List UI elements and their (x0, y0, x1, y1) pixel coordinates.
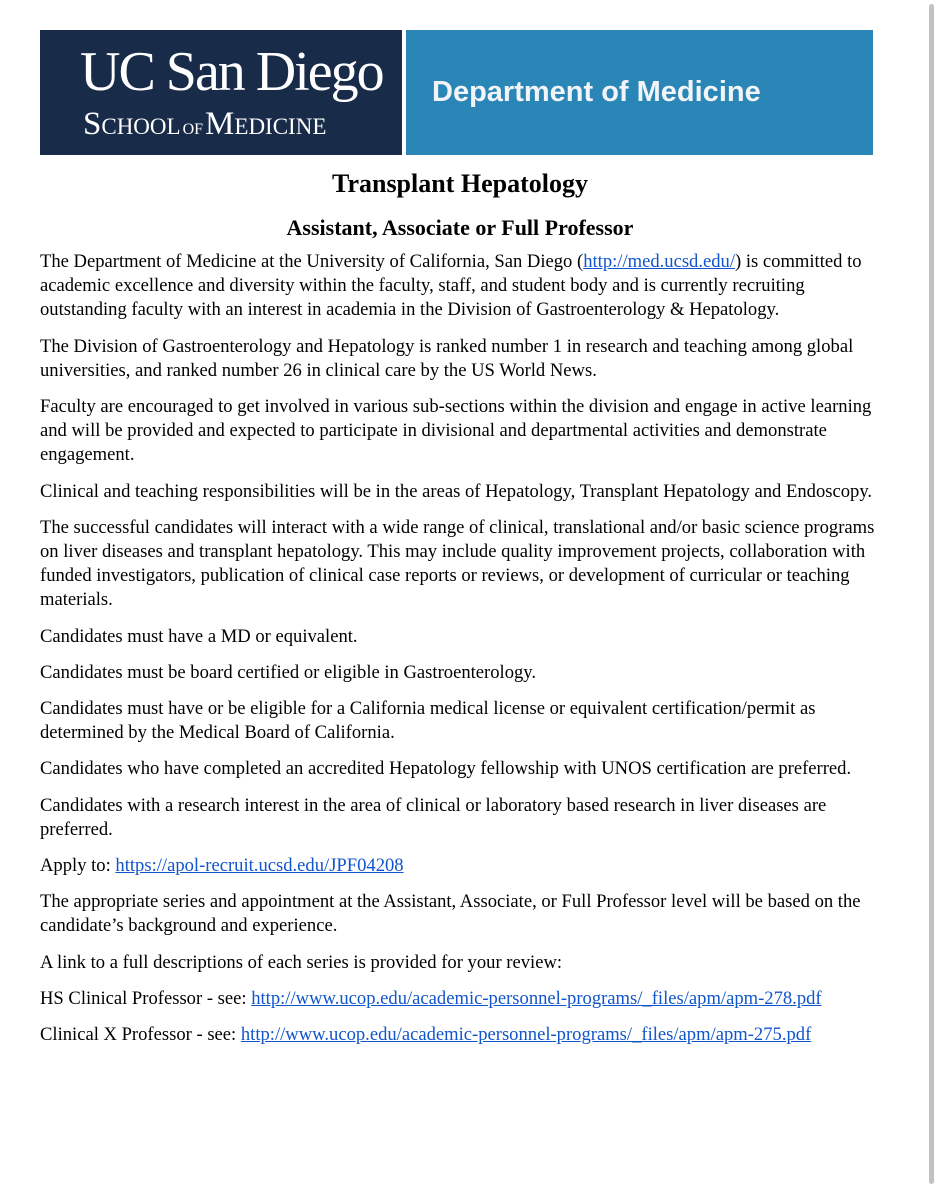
paragraph-programs: The successful candidates will interact with a wide range of clinical, translational and/or basic science programs on liver diseases and transplant hepatology. This may include quality improvement projects, collaboration with funded investigators, publication of clinical case reports or reviews, or development of curricular or teaching materials. (40, 516, 875, 611)
logo-school-text: SCHOOL OFMEDICINE (83, 106, 327, 142)
paragraph-engagement: Faculty are encouraged to get involved in various sub-sections within the division and engage in active learning and will be provided and expected to participate in divisional and departmental activities and demonstrate engagement. (40, 396, 872, 466)
paragraph-clinical-x: Clinical X Professor - see: http://www.ucop.edu/academic-personnel-programs/_files/apm/apm-275.pdf (40, 1024, 812, 1046)
header-banner (40, 30, 873, 155)
paragraph-research-preferred: Candidates with a research interest in the area of clinical or laboratory based research in liver diseases are preferred. (40, 794, 827, 840)
document-subtitle: Assistant, Associate or Full Professor (286, 215, 634, 240)
document-body (40, 164, 880, 1059)
logo-main-text: UC San Diego (80, 41, 383, 103)
paragraph-apply: Apply to: https://apol-recruit.ucsd.edu/JPF04208 (40, 855, 404, 877)
apm-278-link[interactable]: http://www.ucop.edu/academic-personnel-programs/_files/apm/apm-278.pdf (251, 987, 822, 1009)
paragraph-fellowship-preferred: Candidates who have completed an accredited Hepatology fellowship with UNOS certification are preferred. (40, 758, 852, 780)
paragraph-md-requirement: Candidates must have a MD or equivalent. (40, 625, 358, 647)
paragraph-appointment: The appropriate series and appointment at the Assistant, Associate, or Full Professor level will be based on the candidate’s background and experience. (40, 891, 861, 937)
department-panel (406, 30, 873, 155)
scrollbar-thumb[interactable] (929, 4, 934, 1184)
apm-275-link[interactable]: http://www.ucop.edu/academic-personnel-programs/_files/apm/apm-275.pdf (240, 1024, 812, 1046)
department-title: Department of Medicine (432, 76, 761, 108)
ucsd-logo (40, 30, 402, 155)
paragraph-responsibilities: Clinical and teaching responsibilities will be in the areas of Hepatology, Transplant Hepatology and Endoscopy. (40, 480, 873, 502)
apply-link[interactable]: https://apol-recruit.ucsd.edu/JPF04208 (115, 855, 404, 877)
paragraph-ranking: The Division of Gastroenterology and Hepatology is ranked number 1 in research and teaching among global universities, and ranked number 26 in clinical care by the US World News. (40, 335, 854, 381)
med-ucsd-link[interactable]: http://med.ucsd.edu/ (583, 251, 736, 272)
paragraph-intro: The Department of Medicine at the University of California, San Diego (http://med.ucsd.edu/) is committed to academic excellence and diversity within the faculty, staff, and student body and is currently recruiting outstanding faculty with an interest in academia in the Division of Gastroenterology & Hepatology. (40, 251, 862, 321)
scrollbar[interactable] (928, 0, 935, 1200)
paragraph-hs-clinical: HS Clinical Professor - see: http://www.ucop.edu/academic-personnel-programs/_files/apm/apm-278.pdf (40, 987, 822, 1009)
document-title: Transplant Hepatology (332, 169, 588, 198)
paragraph-series-intro: A link to a full descriptions of each series is provided for your review: (40, 951, 563, 973)
paragraph-license-requirement: Candidates must have or be eligible for a California medical license or equivalent certification/permit as determined by the Medical Board of California. (40, 698, 816, 744)
paragraph-board-requirement: Candidates must be board certified or eligible in Gastroenterology. (40, 661, 537, 683)
